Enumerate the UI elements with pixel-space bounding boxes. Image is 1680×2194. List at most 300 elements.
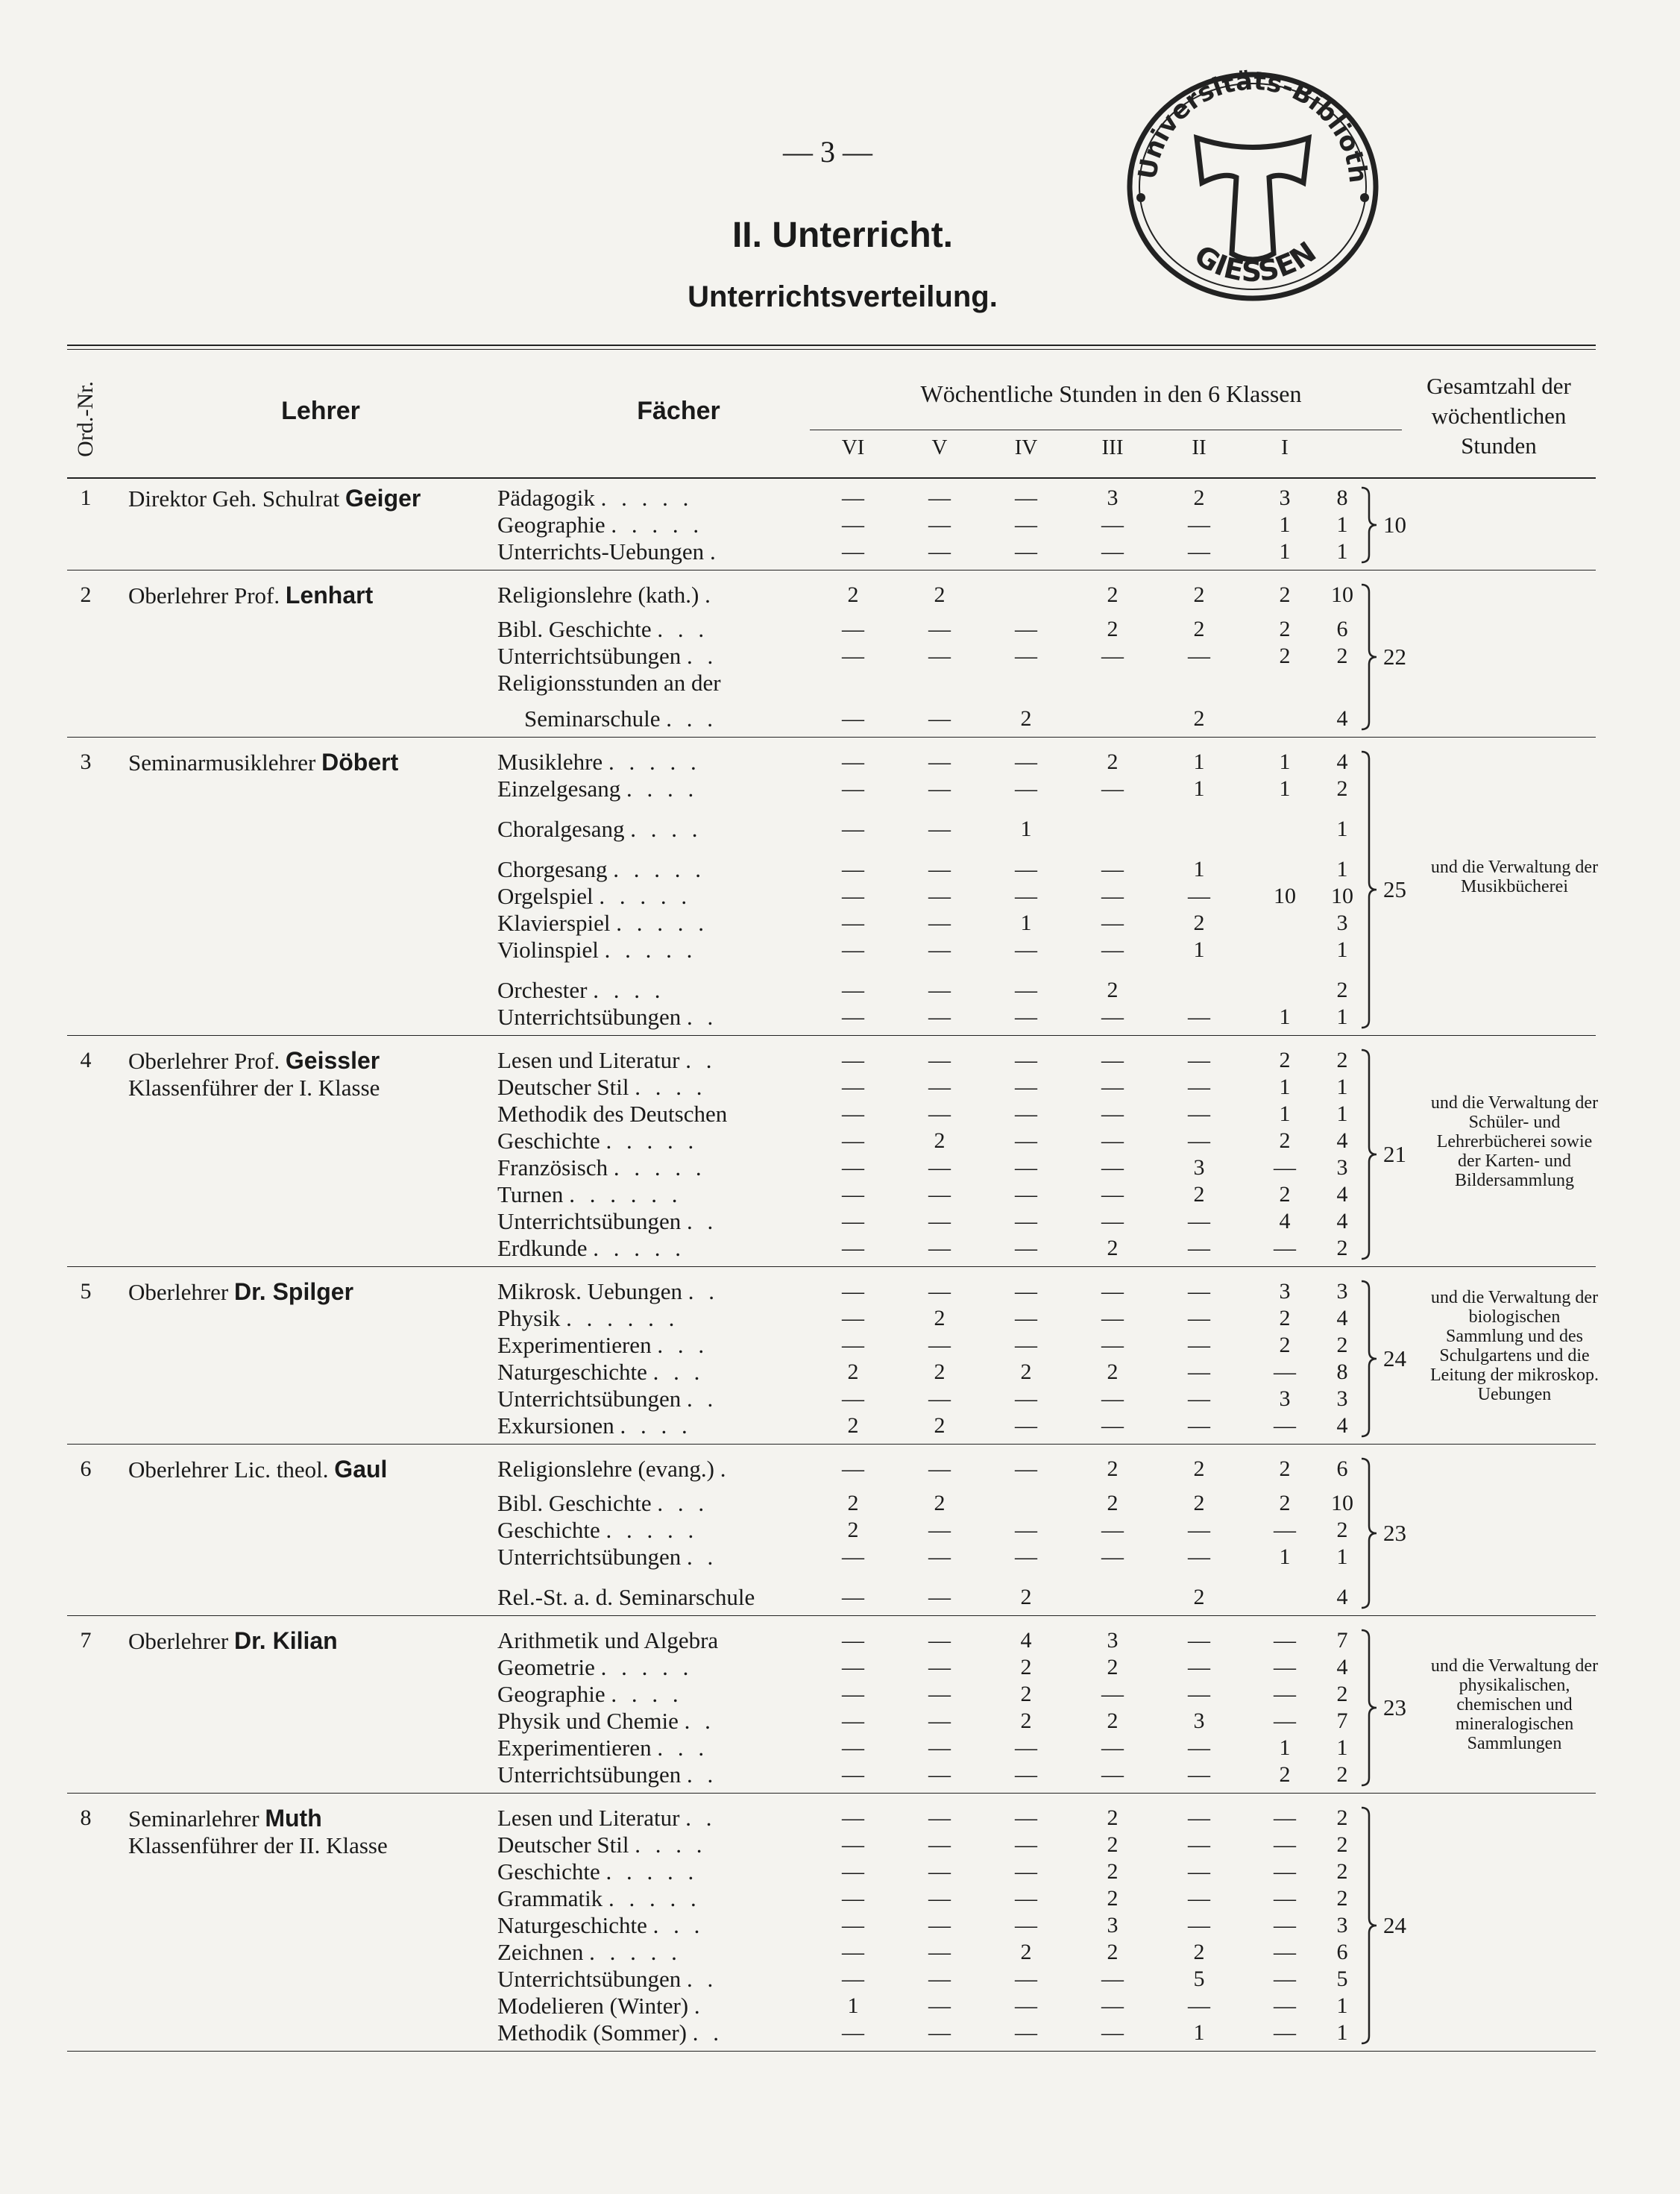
subject-label: Religionslehre (kath.) . [497, 582, 715, 608]
grand-total: 25 [1383, 876, 1406, 902]
hours-cell: 2 [1020, 1682, 1032, 1706]
teacher-name: Direktor Geh. Schulrat Geiger [128, 485, 421, 512]
hours-cell: — [1015, 539, 1037, 564]
hours-cell: — [1274, 1655, 1296, 1679]
hours-cell: — [842, 776, 864, 801]
subject-label: Grammatik . . . . . [497, 1885, 701, 1911]
hours-cell: — [1101, 1209, 1124, 1233]
total-brace-icon [1359, 1630, 1381, 1785]
hours-cell: — [1015, 1413, 1037, 1438]
hours-cell: — [842, 1913, 864, 1937]
ord-number: 7 [80, 1628, 92, 1653]
hours-cell: 2 [1107, 1805, 1119, 1830]
hours-cell: 1 [1279, 776, 1291, 801]
hours-cell: 2 [1193, 911, 1205, 935]
hours-cell: 2 [1279, 644, 1291, 668]
subject-label: Naturgeschichte . . . [497, 1912, 705, 1938]
hours-cell: — [928, 978, 951, 1002]
subject-label: Methodik des Deutschen [497, 1101, 728, 1127]
hours-cell: 2 [1279, 1048, 1291, 1072]
hours-cell: — [1188, 539, 1210, 564]
row-total: 4 [1336, 706, 1348, 731]
row-total: 3 [1336, 911, 1348, 935]
subject-label: Methodik (Sommer) . . [497, 2019, 723, 2046]
hours-cell: — [842, 1544, 864, 1569]
hours-cell: — [928, 706, 951, 731]
hours-cell: — [1101, 857, 1124, 881]
hours-cell: 2 [1107, 1456, 1119, 1481]
row-total: 1 [1336, 539, 1348, 564]
subject-label: Unterrichtsübungen . . [497, 1208, 718, 1234]
hours-cell: 2 [1107, 1655, 1119, 1679]
hours-cell: 1 [1279, 1075, 1291, 1099]
hours-cell: — [842, 1585, 864, 1609]
hours-cell: — [842, 1101, 864, 1126]
hours-cell: — [842, 1859, 864, 1884]
hours-cell: — [1274, 2020, 1296, 2045]
hours-cell: 2 [1107, 1940, 1119, 1964]
hours-cell: — [1101, 1048, 1124, 1072]
subject-label: Geschichte . . . . . [497, 1128, 699, 1154]
hours-cell: — [1015, 1386, 1037, 1411]
stamp-text-bottom: GIESSEN [1189, 235, 1322, 289]
hours-cell: — [842, 884, 864, 908]
hours-cell: — [1015, 1182, 1037, 1207]
hours-cell: 2 [1279, 617, 1291, 641]
hours-cell: — [1188, 1279, 1210, 1304]
hours-cell: — [1101, 644, 1124, 668]
hours-cell: — [1101, 1413, 1124, 1438]
ord-number: 8 [80, 1805, 92, 1830]
grand-total: 24 [1383, 1912, 1406, 1938]
row-total: 6 [1336, 617, 1348, 641]
hours-cell: — [842, 1155, 864, 1180]
hours-cell: 4 [1020, 1628, 1032, 1653]
hours-cell: — [1015, 978, 1037, 1002]
hours-cell: — [842, 706, 864, 731]
hours-cell: 1 [1279, 749, 1291, 774]
subject-label: Klavierspiel . . . . . [497, 910, 709, 936]
hours-cell: — [1188, 1360, 1210, 1384]
hours-cell: — [1015, 1075, 1037, 1099]
hours-cell: 2 [1020, 706, 1032, 731]
hours-cell: 2 [934, 1128, 946, 1153]
hours-cell: — [928, 749, 951, 774]
hours-cell: 3 [1279, 1386, 1291, 1411]
hours-cell: — [842, 1940, 864, 1964]
hours-cell: — [842, 1832, 864, 1857]
hours-cell: — [1015, 1333, 1037, 1357]
hours-cell: — [928, 1886, 951, 1911]
row-total: 4 [1336, 1585, 1348, 1609]
hours-cell: — [928, 1832, 951, 1857]
hours-cell: — [1188, 1518, 1210, 1542]
hours-cell: — [842, 857, 864, 881]
hours-cell: — [928, 1456, 951, 1481]
hours-cell: — [928, 1655, 951, 1679]
subject-label: Exkursionen . . . . [497, 1412, 692, 1439]
hours-cell: — [1188, 1655, 1210, 1679]
hours-cell: — [928, 617, 951, 641]
hours-cell: 2 [1279, 1456, 1291, 1481]
hours-cell: — [842, 1709, 864, 1733]
hours-cell: 2 [1107, 1859, 1119, 1884]
subject-label: Unterrichtsübungen . . [497, 1761, 718, 1788]
ord-number: 6 [80, 1456, 92, 1481]
hours-cell: — [1101, 1101, 1124, 1126]
teacher-note: und die Verwaltung der Musikbücherei [1430, 858, 1599, 896]
hours-cell: — [1101, 1128, 1124, 1153]
hours-cell: 2 [1107, 1832, 1119, 1857]
hours-cell: — [1188, 1101, 1210, 1126]
teacher-name: Oberlehrer Dr. Spilger [128, 1278, 354, 1305]
row-total: 6 [1336, 1940, 1348, 1964]
row-total: 1 [1336, 857, 1348, 881]
grand-total: 21 [1383, 1141, 1406, 1167]
hours-cell: — [1188, 1048, 1210, 1072]
hours-cell: — [1188, 1544, 1210, 1569]
hours-cell: — [1015, 1236, 1037, 1260]
hours-cell: 2 [1107, 749, 1119, 774]
hours-cell: — [842, 1386, 864, 1411]
subject-label: Rel.-St. a. d. Seminarschule [497, 1584, 755, 1610]
row-total: 4 [1336, 749, 1348, 774]
row-total: 2 [1336, 1859, 1348, 1884]
hours-cell: — [1274, 1360, 1296, 1384]
hours-cell: — [1015, 749, 1037, 774]
hours-cell: — [928, 1762, 951, 1787]
row-total: 3 [1336, 1913, 1348, 1937]
hours-cell: — [1015, 644, 1037, 668]
hours-cell: 2 [1020, 1940, 1032, 1964]
hours-cell: — [1015, 1518, 1037, 1542]
hours-cell: 2 [1107, 1709, 1119, 1733]
row-total: 4 [1336, 1306, 1348, 1330]
subject-label: Mikrosk. Uebungen . . [497, 1278, 719, 1304]
hours-cell: 2 [1193, 1456, 1205, 1481]
subject-label: Unterrichtsübungen . . [497, 643, 718, 669]
hours-cell: 1 [1279, 1101, 1291, 1126]
hours-cell: 2 [934, 1413, 946, 1438]
hours-cell: — [1188, 1236, 1210, 1260]
row-total: 10 [1331, 582, 1353, 607]
hours-cell: — [842, 1048, 864, 1072]
row-total: 1 [1336, 1544, 1348, 1569]
hours-cell: — [928, 485, 951, 510]
hours-cell: — [928, 539, 951, 564]
subject-label: Lesen und Literatur . . [497, 1805, 717, 1831]
hours-cell: — [842, 937, 864, 962]
row-total: 8 [1336, 1360, 1348, 1384]
subject-label: Geographie . . . . [497, 1681, 683, 1707]
subject-label: Geographie . . . . . [497, 512, 704, 538]
teacher-name: Seminarmusiklehrer Döbert [128, 749, 399, 776]
subject-label: Modelieren (Winter) . [497, 1993, 705, 2019]
hours-cell: — [1274, 1993, 1296, 2018]
hours-cell: — [1188, 1682, 1210, 1706]
subject-label: Unterrichtsübungen . . [497, 1966, 718, 1992]
grand-total: 23 [1383, 1520, 1406, 1546]
hours-cell: 1 [1020, 911, 1032, 935]
hours-cell: — [1015, 1456, 1037, 1481]
hours-cell: — [928, 1005, 951, 1029]
ord-nr-header: Ord.-Nr. [73, 381, 98, 457]
hours-cell: — [842, 1628, 864, 1653]
hours-cell: 2 [1193, 582, 1205, 607]
hours-cell: — [842, 911, 864, 935]
hours-cell: 1 [1193, 2020, 1205, 2045]
hours-cell: — [1101, 1682, 1124, 1706]
hours-cell: — [928, 2020, 951, 2045]
row-total: 1 [1336, 1101, 1348, 1126]
hours-cell: — [1015, 1762, 1037, 1787]
grand-total: 10 [1383, 512, 1406, 538]
hours-cell: — [842, 1967, 864, 1991]
hours-cell: — [1188, 1333, 1210, 1357]
subject-label: Geschichte . . . . . [497, 1517, 699, 1543]
subject-label: Turnen . . . . . . [497, 1181, 682, 1207]
row-total: 2 [1336, 1762, 1348, 1787]
subjects-header: Fächer [637, 397, 720, 425]
weekly-hours-header: Wöchentliche Stunden in den 6 Klassen [920, 380, 1302, 407]
teacher-header: Lehrer [281, 397, 360, 425]
row-total: 3 [1336, 1155, 1348, 1180]
total-hours-header: Gesamtzahl der wöchentlichen Stunden [1426, 373, 1571, 459]
hours-cell: 3 [1107, 485, 1119, 510]
hours-cell: — [1188, 1913, 1210, 1937]
row-total: 4 [1336, 1209, 1348, 1233]
ord-number: 3 [80, 749, 92, 774]
hours-cell: — [1274, 1709, 1296, 1733]
hours-cell: — [1101, 1075, 1124, 1099]
hours-cell: — [1015, 485, 1037, 510]
hours-cell: — [1274, 1155, 1296, 1180]
total-brace-icon [1359, 752, 1381, 1028]
hours-cell: — [1015, 1859, 1037, 1884]
hours-cell: — [1188, 1886, 1210, 1911]
hours-cell: 2 [847, 1518, 859, 1542]
hours-cell: 1 [1193, 776, 1205, 801]
subject-label: Orgelspiel . . . . . [497, 883, 692, 909]
subject-label: Französisch . . . . . [497, 1154, 706, 1181]
hours-cell: 2 [1020, 1655, 1032, 1679]
hours-cell: — [1188, 1735, 1210, 1760]
row-total: 2 [1336, 1682, 1348, 1706]
hours-cell: — [1015, 1306, 1037, 1330]
hours-cell: — [1101, 1735, 1124, 1760]
hours-cell: — [1274, 1967, 1296, 1991]
subject-label: Religionsstunden an der [497, 670, 721, 696]
hours-cell: 4 [1279, 1209, 1291, 1233]
hours-cell: — [928, 1993, 951, 2018]
hours-cell: 1 [1020, 817, 1032, 841]
hours-cell: 2 [1279, 1306, 1291, 1330]
hours-cell: — [928, 1585, 951, 1609]
hours-cell: — [1188, 1859, 1210, 1884]
row-total: 2 [1336, 1832, 1348, 1857]
grand-total: 22 [1383, 644, 1406, 670]
hours-cell: 2 [1107, 1236, 1119, 1260]
hours-cell: — [842, 978, 864, 1002]
hours-cell: — [1188, 1128, 1210, 1153]
row-total: 2 [1336, 1518, 1348, 1542]
hours-cell: 1 [1279, 1544, 1291, 1569]
hours-cell: — [1015, 1048, 1037, 1072]
hours-cell: — [928, 1735, 951, 1760]
row-total: 5 [1336, 1967, 1348, 1991]
hours-cell: — [928, 1518, 951, 1542]
hours-cell: — [928, 1859, 951, 1884]
hours-cell: 1 [1193, 749, 1205, 774]
hours-cell: — [928, 512, 951, 537]
subject-label: Unterrichts-Uebungen . [497, 538, 720, 565]
teacher-note: und die Verwaltung der Schüler- und Lehrerbücherei sowie der Karten- und Bildersammlung [1430, 1093, 1599, 1190]
hours-cell: 1 [1279, 512, 1291, 537]
hours-cell: — [928, 1628, 951, 1653]
row-total: 2 [1336, 1236, 1348, 1260]
hours-cell: — [1101, 539, 1124, 564]
hours-cell: — [1188, 512, 1210, 537]
row-total: 4 [1336, 1182, 1348, 1207]
hours-cell: — [928, 857, 951, 881]
hours-cell: — [1274, 1886, 1296, 1911]
hours-cell: — [842, 749, 864, 774]
hours-cell: — [1015, 2020, 1037, 2045]
total-brace-icon [1359, 1808, 1381, 2043]
hours-cell: 2 [847, 582, 859, 607]
hours-cell: 1 [1279, 1735, 1291, 1760]
hours-cell: — [842, 1236, 864, 1260]
row-total: 1 [1336, 1735, 1348, 1760]
class-header-VI: VI [841, 436, 865, 459]
hours-cell: — [928, 1682, 951, 1706]
hours-cell: 1 [847, 1993, 859, 2018]
subject-label: Deutscher Stil . . . . [497, 1074, 707, 1100]
hours-cell: — [1188, 644, 1210, 668]
subject-label: Physik und Chemie . . [497, 1708, 715, 1734]
hours-cell: — [1188, 1993, 1210, 2018]
hours-cell: 2 [1107, 1360, 1119, 1384]
row-total: 4 [1336, 1655, 1348, 1679]
hours-cell: — [1188, 1413, 1210, 1438]
hours-cell: — [1015, 1279, 1037, 1304]
hours-cell: 2 [1279, 582, 1291, 607]
grand-total: 24 [1383, 1345, 1406, 1371]
subject-label: Lesen und Literatur . . [497, 1047, 717, 1073]
hours-cell: — [1101, 1967, 1124, 1991]
hours-cell: — [928, 1101, 951, 1126]
section-title: II. Unterricht. [732, 216, 954, 255]
hours-cell: 2 [1279, 1333, 1291, 1357]
hours-cell: 2 [1107, 582, 1119, 607]
hours-cell: — [1101, 1005, 1124, 1029]
hours-cell: — [1101, 1993, 1124, 2018]
hours-cell: — [1015, 776, 1037, 801]
hours-cell: — [842, 1762, 864, 1787]
hours-cell: — [1274, 1518, 1296, 1542]
hours-cell: 2 [1193, 706, 1205, 731]
row-total: 3 [1336, 1386, 1348, 1411]
hours-cell: — [1274, 1832, 1296, 1857]
hours-cell: 2 [1193, 485, 1205, 510]
stamp-seal-icon [1104, 45, 1402, 313]
hours-cell: — [1015, 1913, 1037, 1937]
hours-cell: — [1101, 2020, 1124, 2045]
hours-cell: — [928, 1333, 951, 1357]
hours-cell: — [842, 512, 864, 537]
hours-cell: 10 [1274, 884, 1296, 908]
hours-cell: — [928, 1709, 951, 1733]
hours-cell: — [842, 1128, 864, 1153]
row-total: 6 [1336, 1456, 1348, 1481]
hours-cell: — [1015, 1735, 1037, 1760]
hours-cell: — [1188, 1386, 1210, 1411]
teacher-name: Oberlehrer Prof. Lenhart [128, 582, 374, 609]
hours-cell: — [842, 1456, 864, 1481]
teacher-name: Oberlehrer Lic. theol. Gaul [128, 1456, 388, 1483]
subject-label: Violinspiel . . . . . [497, 937, 697, 963]
subject-label: Religionslehre (evang.) . [497, 1456, 731, 1482]
hours-cell: — [1015, 1832, 1037, 1857]
row-total: 2 [1336, 776, 1348, 801]
hours-cell: — [1101, 1386, 1124, 1411]
hours-cell: — [1188, 1628, 1210, 1653]
hours-cell: — [928, 1182, 951, 1207]
hours-cell: — [928, 1913, 951, 1937]
hours-cell: 3 [1193, 1155, 1205, 1180]
row-total: 1 [1336, 2020, 1348, 2045]
subject-label: Seminarschule . . . [524, 705, 718, 732]
hours-cell: 2 [934, 1360, 946, 1384]
hours-cell: 2 [934, 582, 946, 607]
hours-cell: 2 [1107, 1886, 1119, 1911]
hours-cell: — [842, 1279, 864, 1304]
hours-cell: — [1188, 1805, 1210, 1830]
hours-cell: — [1101, 1182, 1124, 1207]
hours-cell: — [928, 1279, 951, 1304]
hours-cell: — [1274, 1940, 1296, 1964]
hours-cell: — [842, 1886, 864, 1911]
class-header-I: I [1281, 436, 1289, 459]
hours-cell: — [1188, 1306, 1210, 1330]
hours-cell: — [842, 2020, 864, 2045]
hours-cell: — [842, 1333, 864, 1357]
row-total: 10 [1331, 1491, 1353, 1515]
hours-cell: — [1274, 1682, 1296, 1706]
hours-cell: 3 [1107, 1628, 1119, 1653]
library-stamp [1104, 45, 1402, 313]
subject-label: Geschichte . . . . . [497, 1858, 699, 1885]
teacher-note: und die Verwaltung der biologischen Sammlung und des Schulgartens und die Leitung der mikroskop. Uebungen [1430, 1288, 1599, 1404]
hours-cell: 2 [1193, 1585, 1205, 1609]
subject-label: Unterrichtsübungen . . [497, 1386, 718, 1412]
hours-cell: — [1274, 1628, 1296, 1653]
hours-cell: — [842, 1182, 864, 1207]
hours-cell: — [928, 1048, 951, 1072]
hours-cell: — [928, 1155, 951, 1180]
row-total: 1 [1336, 1005, 1348, 1029]
hours-cell: 1 [1193, 857, 1205, 881]
hours-cell: 2 [847, 1360, 859, 1384]
subject-label: Deutscher Stil . . . . [497, 1832, 707, 1858]
hours-cell: — [928, 937, 951, 962]
hours-cell: — [1015, 1209, 1037, 1233]
hours-cell: — [1101, 1544, 1124, 1569]
teacher-name: Oberlehrer Prof. Geissler Klassenführer der I. Klasse [128, 1047, 380, 1101]
row-total: 8 [1336, 485, 1348, 510]
hours-cell: — [1015, 512, 1037, 537]
page-number: — 3 — [783, 135, 872, 169]
